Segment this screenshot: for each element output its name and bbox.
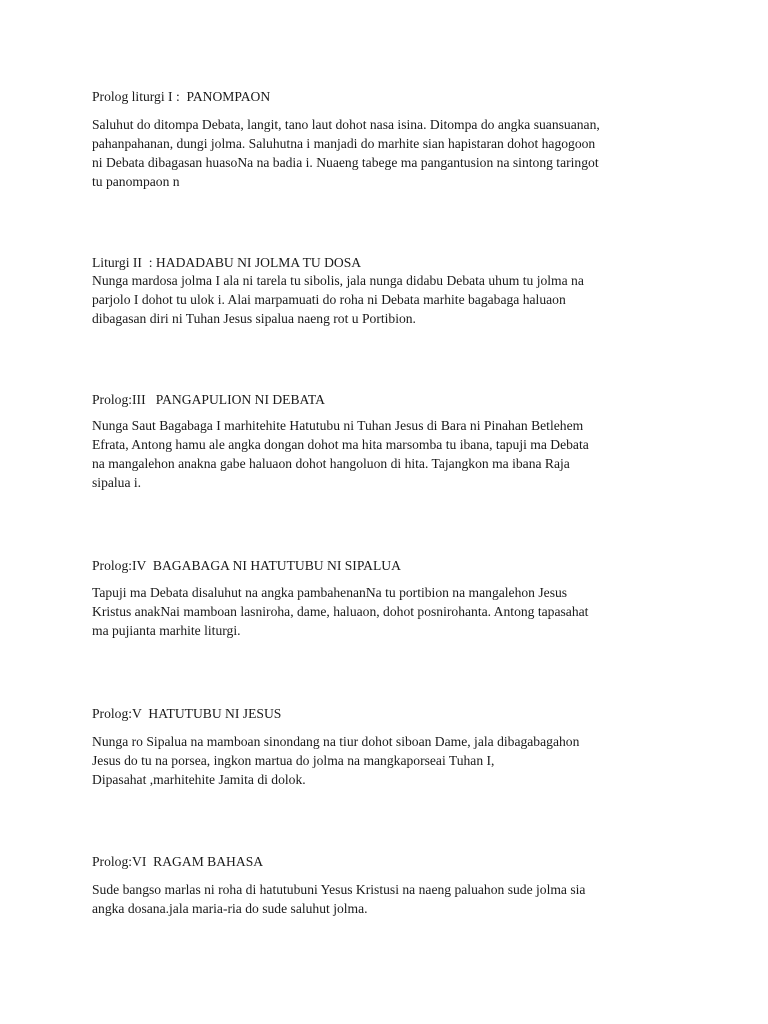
section-2-heading: Liturgi II : HADADABU NI JOLMA TU DOSA <box>92 255 362 270</box>
section-3-heading: Prolog:III PANGAPULION NI DEBATA <box>92 392 325 407</box>
section-4-heading: Prolog:IV BAGABAGA NI HATUTUBU NI SIPALUA <box>92 558 401 573</box>
section-6-heading: Prolog:VI RAGAM BAHASA <box>92 854 264 869</box>
section-2-body: Nunga mardosa jolma I ala ni tarela tu sibolis, jala nunga didabu Debata uhum tu jolma na parjolo I dohot tu ulok i. Alai marpamuati do roha ni Debata marhite bagabaga haluaon dibagasan diri ni Tuhan Jesus sipalua naeng rot u Portibion. <box>92 273 584 326</box>
section-4-body: Tapuji ma Debata disaluhut na angka pambahenanNa tu portibion na mangalehon Jesus Kristus anakNai mamboan lasniroha, dame, haluaon, dohot posnirohanta. Antong tapasahat ma pujianta marhite liturgi. <box>92 585 589 638</box>
section-6-body: Sude bangso marlas ni roha di hatutubuni Yesus Kristusi na naeng paluahon sude jolma sia angka dosana.jala maria-ria do sude saluhut jolma. <box>92 882 586 916</box>
section-1-body: Saluhut do ditompa Debata, langit, tano laut dohot nasa isina. Ditompa do angka suansuanan, pahanpahanan, dungi jolma. Saluhutna i manjadi do marhite sian hapistaran dohot hagogoon ni Debata dibagasan huasoNa na badia i. Nuaeng tabege ma pangantusion na sintong taringot tu panompaon n <box>92 117 600 189</box>
section-5-body: Nunga ro Sipalua na mamboan sinondang na tiur dohot siboan Dame, jala dibagabagahon Jesus do tu na porsea, ingkon martua do jolma na mangkaporseai Tuhan I, Dipasahat ,marhitehite Jamita di dolok. <box>92 734 580 787</box>
section-5-heading: Prolog:V HATUTUBU NI JESUS <box>92 706 282 721</box>
section-1-heading: Prolog liturgi I : PANOMPAON <box>92 89 271 104</box>
section-3-body: Nunga Saut Bagabaga I marhitehite Hatutubu ni Tuhan Jesus di Bara ni Pinahan Betlehem Efrata, Antong hamu ale angka dongan dohot ma hita marsomba tu ibana, tapuji ma Debata na mangalehon anakna gabe haluaon dohot hangoluon di hita. Tajangkon ma ibana Raja sipalua i. <box>92 418 589 490</box>
